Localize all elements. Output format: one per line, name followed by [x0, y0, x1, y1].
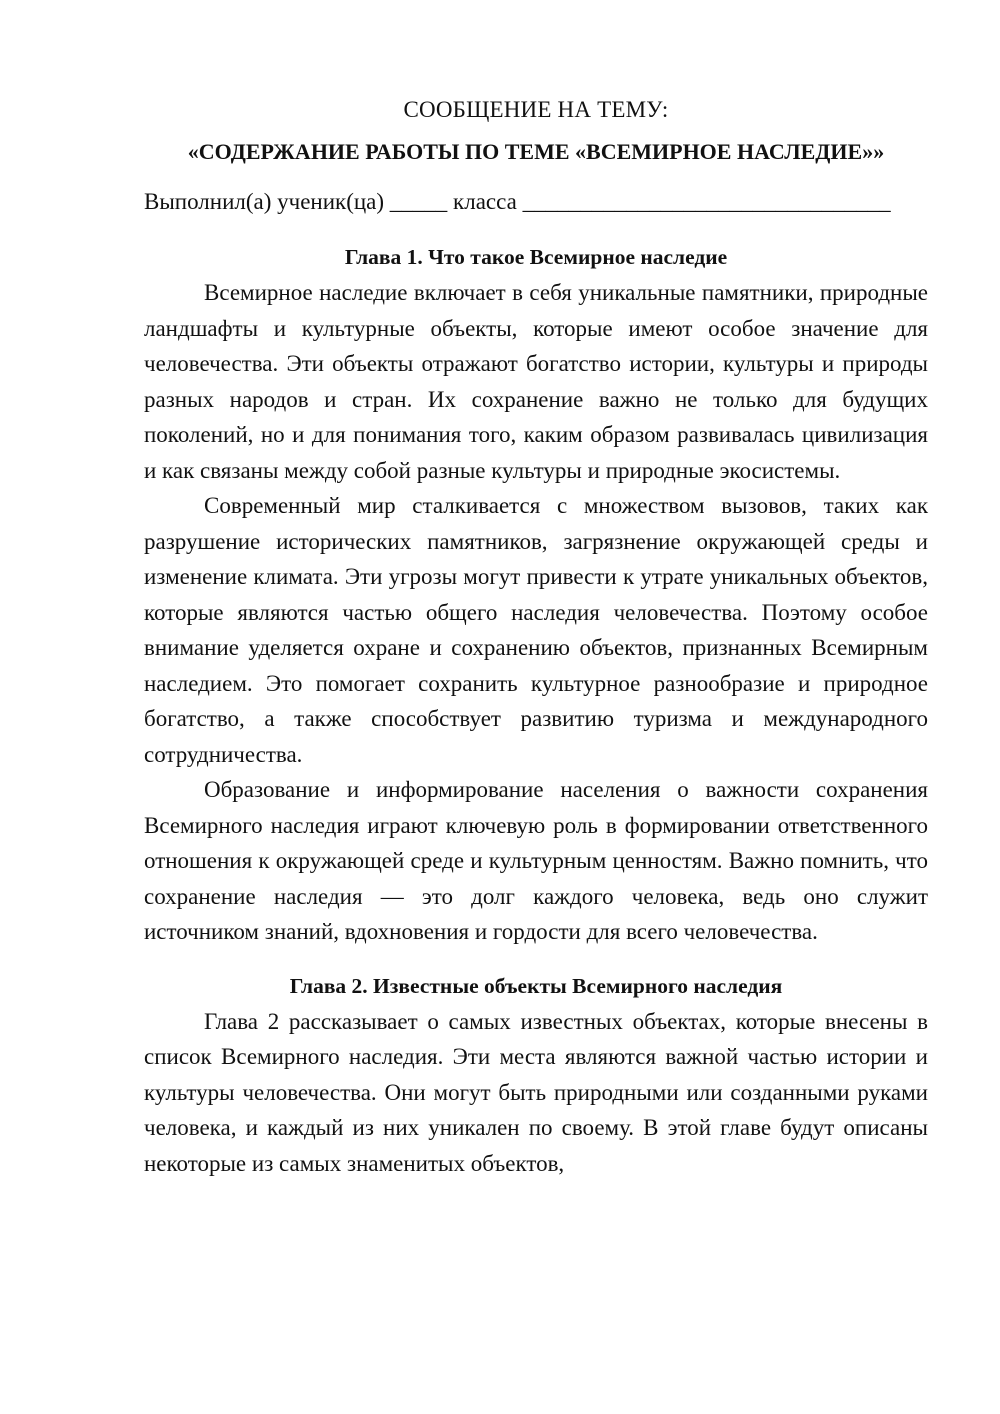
document-page [144, 92, 928, 1181]
chapter-1-paragraph-2: Современный мир сталкивается с множеством вызовов, таких как разрушение исторических памятников, загрязнение окружающей среды и изменение климата. Эти угрозы могут привести к утрате уникальных объектов, которые являются частью общего наследия человечества. Поэтому особое внимание уделяется охране и сохранению объектов, признанных Всемирным наследием. Это помогает сохранить культурное разнообразие и природное богатство, а также способствует развитию туризма и международного сотрудничества. [144, 493, 928, 767]
chapter-2-heading: Глава 2. Известные объекты Всемирного наследия [289, 973, 783, 998]
chapter-1-heading: Глава 1. Что такое Всемирное наследие [344, 245, 728, 269]
author-byline: Выполнил(а) ученик(ца) _____ класса ________________________________ [144, 189, 891, 214]
chapter-2-paragraph-1: Глава 2 рассказывает о самых известных объектах, которые внесены в список Всемирного наследия. Эти места являются важной частью истории и культуры человечества. Они могут быть природными или созданными руками человека, и каждый из них уникален по своему. В этой главе будут описаны некоторые из самых знаменитых объектов, [144, 1008, 928, 1176]
document-title-line-1: СООБЩЕНИЕ НА ТЕМУ: [403, 97, 669, 122]
chapter-1-paragraph-1: Всемирное наследие включает в себя уникальные памятники, природные ландшафты и культурные объекты, которые имеют особое значение для человечества. Эти объекты отражают богатство истории, культуры и природы разных народов и стран. Их сохранение важно не только для будущих поколений, но и для понимания того, каким образом развивалась цивилизация и как связаны между собой разные культуры и природные экосистемы. [144, 280, 928, 483]
chapter-1-paragraph-3: Образование и информирование населения о важности сохранения Всемирного наследия играют ключевую роль в формировании ответственного отношения к окружающей среде и культурным ценностям. Важно помнить, что сохранение наследия — это долг каждого человека, ведь оно служит источником знаний, вдохновения и гордости для всего человечества. [144, 777, 928, 944]
document-title-topic: «СОДЕРЖАНИЕ РАБОТЫ ПО ТЕМЕ «ВСЕМИРНОЕ НАСЛЕДИЕ»» [187, 139, 885, 164]
